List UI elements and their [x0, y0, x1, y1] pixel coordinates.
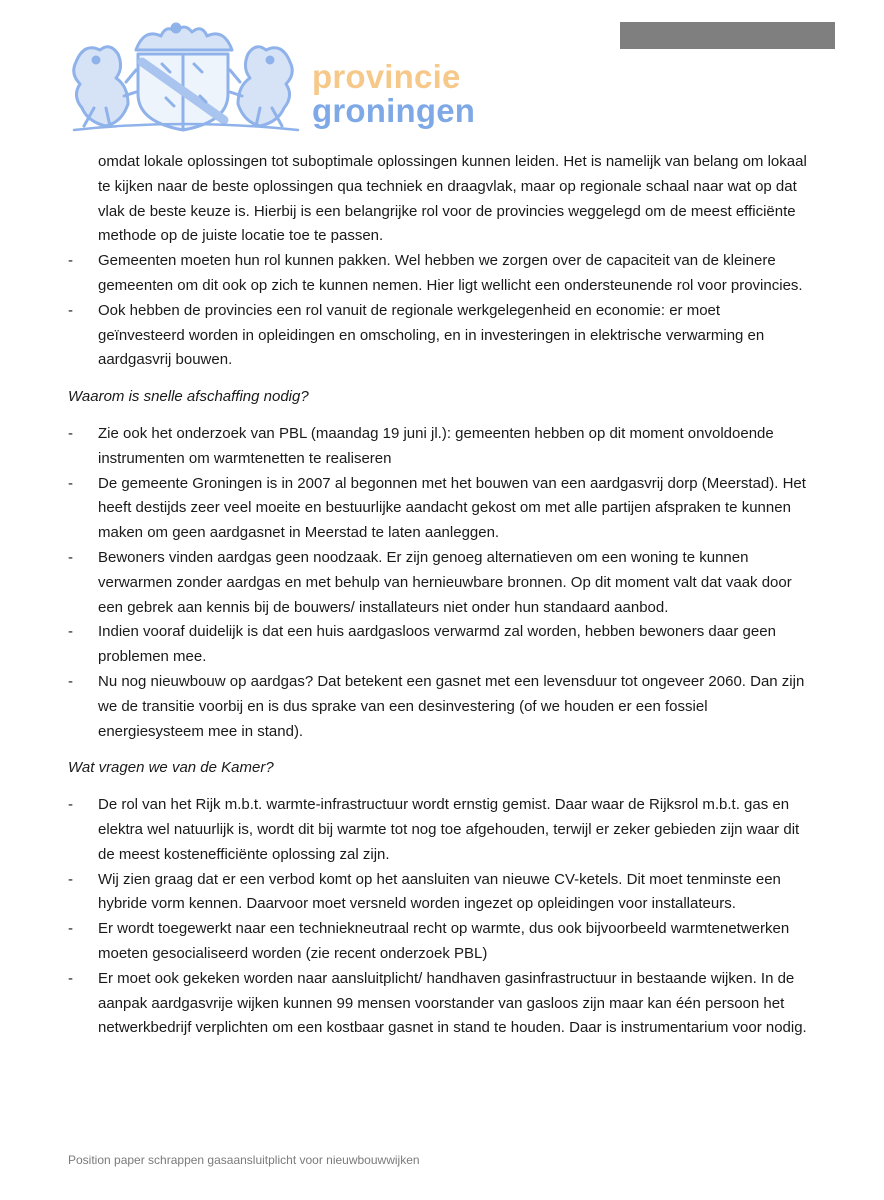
bullet-dash: -: [68, 796, 73, 814]
logo-text-provincie: provincie: [312, 58, 461, 95]
bullet-dash: -: [68, 548, 73, 566]
page-header: [0, 0, 884, 150]
list-item-text: Er wordt toegewerkt naar een techniekneutraal recht op warmte, dus ook bijvoorbeeld warmtenetwerken moeten gesocialiseerd worden (zie recent onderzoek PBL): [98, 920, 790, 962]
list-provincie-rol: [68, 249, 808, 373]
list-item: [68, 422, 808, 472]
list-item: [68, 299, 808, 373]
bullet-dash: -: [68, 623, 73, 641]
list-item-text: Wij zien graag dat er een verbod komt op het aansluiten van nieuwe CV-ketels. Dit moet tenminste een hybride vorm kennen. Daarvoor moet versneld worden ingezet op opleidingen voor installateurs.: [98, 870, 781, 913]
page-footer: Position paper schrappen gasaansluitplicht voor nieuwbouwwijken: [68, 1153, 420, 1167]
list-item: [68, 670, 808, 744]
list-item-text: De gemeente Groningen is in 2007 al begonnen met het bouwen van een aardgasvrij dorp (Meerstad). Het heeft destijds zeer veel moeite en bestuurlijke aandacht gekost om met alle partijen afspraken te kunnen maken om geen aardgasnet in Meerstad te laten aanleggen.: [98, 474, 806, 542]
coat-of-arms-icon: [66, 22, 306, 137]
section-heading-waarom: Waarom is snelle afschaffing nodig?: [68, 388, 309, 406]
bullet-dash: -: [68, 301, 73, 319]
list-item-text: Nu nog nieuwbouw op aardgas? Dat betekent een gasnet met een levensduur tot ongeveer 2060. Dan zijn we de transitie voorbij en is dus sprake van een desinvestering (of we houden er een fossiel energiesysteem mee in stand).: [98, 672, 805, 740]
list-item: [68, 620, 808, 670]
bullet-dash: -: [68, 870, 73, 888]
list-item-text: Gemeenten moeten hun rol kunnen pakken. Wel hebben we zorgen over de capaciteit van de kleinere gemeenten om dit ook op zich te kunnen nemen. Hier ligt wellicht een ondersteunende rol voor provincies.: [98, 252, 803, 294]
bullet-dash: -: [68, 920, 73, 938]
provincie-groningen-logo: [66, 22, 476, 137]
bullet-dash: -: [68, 252, 73, 270]
bullet-dash: -: [68, 474, 73, 492]
list-waarom: [68, 422, 808, 744]
list-item-text: Indien vooraf duidelijk is dat een huis aardgasloos verwarmd zal worden, hebben bewoners daar geen problemen mee.: [98, 623, 776, 666]
list-item: [68, 546, 808, 620]
bullet-dash: -: [68, 969, 73, 987]
list-item-text: Ook hebben de provincies een rol vanuit de regionale werkgelegenheid en economie: er moet geïnvesteerd worden in opleidingen en omscholing, en in investeringen in elektrische verwarming en aardgasvrij bouwen.: [98, 301, 765, 369]
list-item-text: Bewoners vinden aardgas geen noodzaak. Er zijn genoeg alternatieven om een woning te kunnen verwarmen zonder aardgas en met behulp van hernieuwbare bronnen. Op dit moment valt dat vaak door een gebrek aan kennis bij de bouwers/ installateurs niet onder hun standaard aanbod.: [98, 548, 792, 616]
section-heading-kamer: Wat vragen we van de Kamer?: [68, 759, 274, 777]
list-kamer: [68, 793, 808, 1041]
list-item: [68, 967, 808, 1041]
list-item-text: Er moet ook gekeken worden naar aansluitplicht/ handhaven gasinfrastructuur in bestaande wijken. In de aanpak aardgasvrije wijken kunnen 99 mensen voorstander van gasloos zijn maar kan één persoon het netwerkbedrijf verplichten om een kostbaar gasnet in stand te houden. Daar is instrumentarium voor nodig.: [98, 969, 807, 1037]
list-item: [68, 917, 808, 967]
list-item-text: De rol van het Rijk m.b.t. warmte-infrastructuur wordt ernstig gemist. Daar waar de Rijksrol m.b.t. gas en elektra wel natuurlijk is, wordt dit bij warmte tot nog toe afgehouden, terwijl er zeker gebieden zijn waar dit de meest kostenefficiënte oplossing zal zijn.: [98, 796, 800, 863]
redaction-bar: [620, 22, 835, 49]
list-item: [68, 868, 808, 918]
document-body: [68, 150, 808, 1041]
bullet-dash: -: [68, 424, 73, 442]
list-item: [68, 793, 808, 867]
logo-text-groningen: groningen: [312, 92, 476, 129]
list-item: [68, 249, 808, 299]
list-item-text: Zie ook het onderzoek van PBL (maandag 19 juni jl.): gemeenten hebben op dit moment onvoldoende instrumenten om warmtenetten te realiseren: [98, 424, 774, 467]
bullet-dash: -: [68, 672, 73, 690]
list-item: [68, 472, 808, 546]
intro-continuation: omdat lokale oplossingen tot suboptimale oplossingen kunnen leiden. Het is namelijk van belang om lokaal te kijken naar de beste oplossingen qua techniek en draagvlak, maar op regionale schaal naar wat op dat vlak de beste keuze is. Hierbij is een belangrijke rol voor de provincies weggelegd om de meest efficiënte methode op de juiste locatie toe te passen.: [98, 153, 807, 245]
